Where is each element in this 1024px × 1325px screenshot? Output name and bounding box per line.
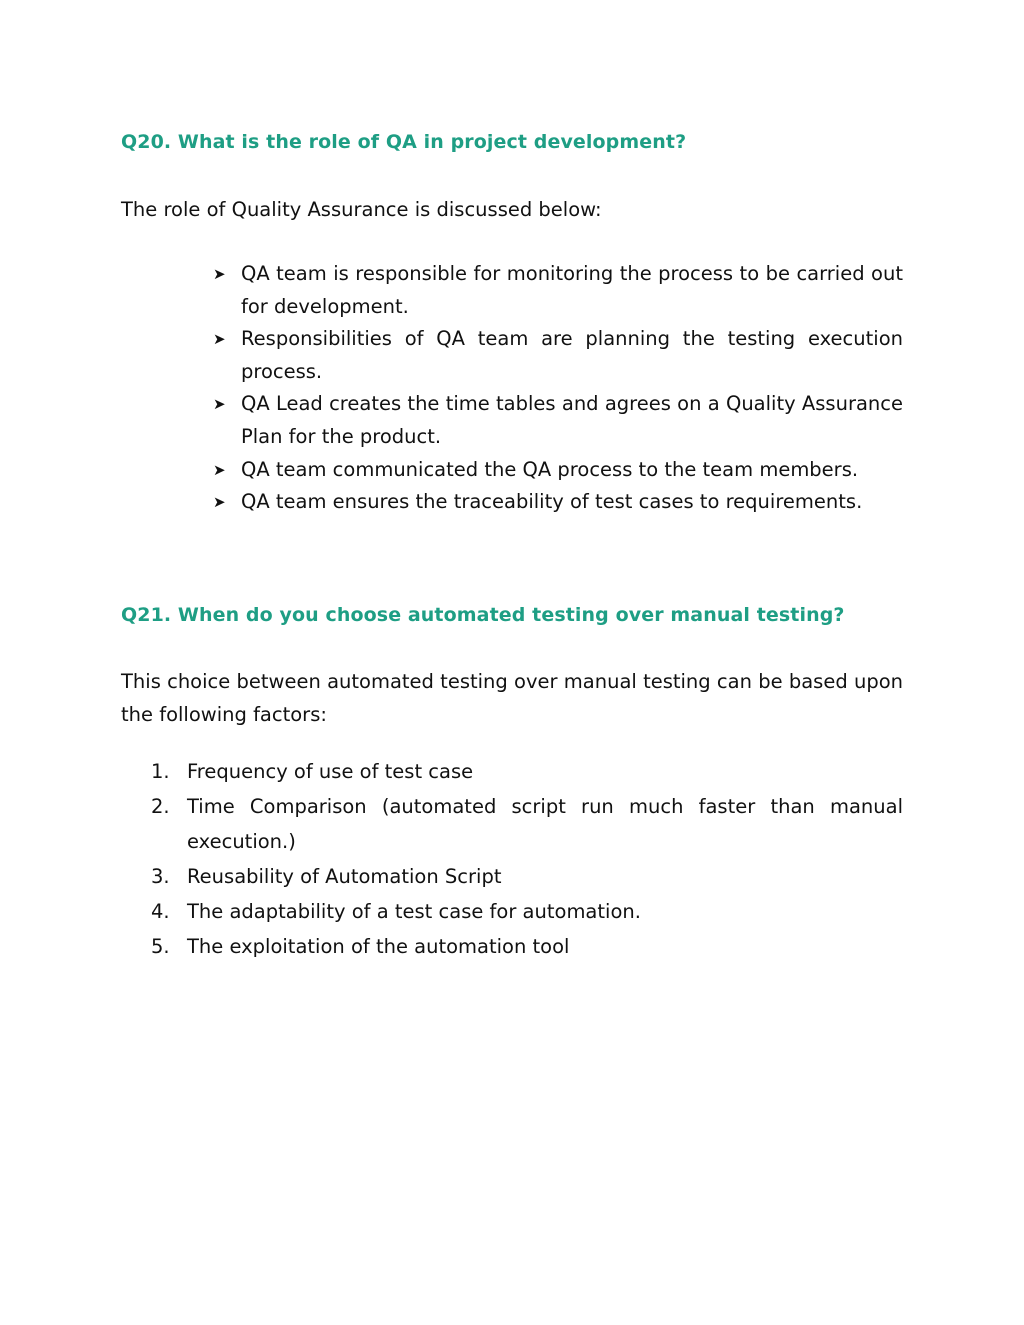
- list-item-number: 5.: [151, 934, 170, 958]
- list-item: [151, 789, 903, 859]
- list-item: [151, 754, 903, 789]
- arrowhead-bullet-icon: ➤: [213, 395, 226, 414]
- list-item-text: QA team ensures the traceability of test cases to requirements.: [241, 490, 863, 514]
- list-item-text: Frequency of use of test case: [187, 759, 474, 783]
- list-item-text: Reusability of Automation Script: [187, 864, 502, 888]
- bullet-list-q20: [213, 258, 903, 519]
- list-item-text: Time Comparison (automated script run much faster than manual execution.): [187, 794, 903, 853]
- list-item: [151, 859, 903, 894]
- list-item-text: The adaptability of a test case for automation.: [187, 899, 641, 923]
- list-item-number: 2.: [151, 794, 170, 818]
- list-item: [213, 454, 903, 487]
- list-item: [213, 388, 903, 453]
- list-item: [213, 323, 903, 388]
- arrowhead-bullet-icon: ➤: [213, 460, 226, 479]
- list-item-text: QA team communicated the QA process to the team members.: [241, 457, 859, 481]
- list-item: [213, 258, 903, 323]
- list-item-number: 4.: [151, 899, 170, 923]
- intro-paragraph-q20: The role of Quality Assurance is discussed below:: [121, 198, 602, 221]
- list-item-text: QA Lead creates the time tables and agrees on a Quality Assurance Plan for the product.: [241, 392, 903, 448]
- list-item-number: 1.: [151, 759, 170, 783]
- arrowhead-bullet-icon: ➤: [213, 265, 226, 283]
- list-item-text: The exploitation of the automation tool: [187, 934, 570, 958]
- list-item: [213, 486, 903, 519]
- list-item-text: Responsibilities of QA team are planning the testing execution process.: [241, 327, 903, 383]
- intro-paragraph-q21: This choice between automated testing over manual testing can be based upon the following factors:: [121, 669, 903, 726]
- list-item: [151, 894, 903, 929]
- list-item: [151, 929, 903, 964]
- question-heading-q21: Q21. When do you choose automated testing over manual testing?: [121, 603, 845, 626]
- list-item-number: 3.: [151, 864, 170, 888]
- numbered-list-q21: [151, 754, 903, 964]
- document-content: [121, 128, 903, 964]
- question-heading-q20: Q20. What is the role of QA in project development?: [121, 131, 687, 153]
- arrowhead-bullet-icon: ➤: [213, 493, 226, 512]
- list-item-text: QA team is responsible for monitoring the process to be carried out for development.: [241, 262, 903, 318]
- arrowhead-bullet-icon: ➤: [213, 330, 226, 349]
